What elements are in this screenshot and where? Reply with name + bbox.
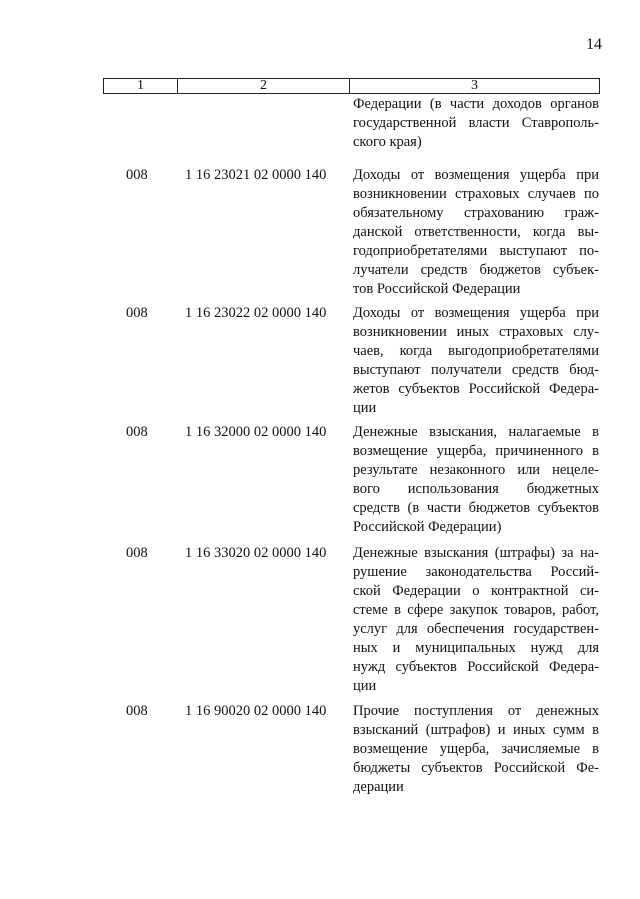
admin-code: 008 xyxy=(126,424,148,440)
desc-line: возникновении иных страховых слу- xyxy=(353,324,599,340)
desc-line: услуг для обеспечения государствен- xyxy=(353,621,599,637)
desc-line: чаев, когда выгодоприобретателями xyxy=(353,343,599,359)
table-header xyxy=(103,78,600,94)
desc-line: возмещение ущерба, причиненного в xyxy=(353,443,599,459)
header-col-2: 2 xyxy=(178,79,350,93)
desc-line: государственной власти Ставрополь- xyxy=(353,115,599,131)
continuation-text xyxy=(353,95,599,152)
desc-line: дерации xyxy=(353,779,404,795)
row-description xyxy=(353,702,599,797)
header-col-1: 1 xyxy=(104,79,178,93)
desc-line: рушение законодательства Россий- xyxy=(353,564,599,580)
desc-line: обязательному страхованию граж- xyxy=(353,205,599,221)
desc-line: тов Российской Федерации xyxy=(353,281,521,297)
desc-line: Доходы от возмещения ущерба при xyxy=(353,167,599,183)
admin-code: 008 xyxy=(126,305,148,321)
desc-line: данской ответственности, когда вы- xyxy=(353,224,599,240)
budget-code: 1 16 23022 02 0000 140 xyxy=(185,305,327,321)
desc-line: выступают получатели средств бюд- xyxy=(353,362,599,378)
desc-line: Доходы от возмещения ущерба при xyxy=(353,305,599,321)
desc-line: жетов субъектов Российской Федера- xyxy=(353,381,599,397)
header-col-3: 3 xyxy=(471,78,478,93)
budget-code: 1 16 90020 02 0000 140 xyxy=(185,703,327,719)
desc-line: Российской Федерации) xyxy=(353,519,502,535)
budget-code: 1 16 23021 02 0000 140 xyxy=(185,167,327,183)
page-number: 14 xyxy=(586,36,602,53)
desc-line: годоприобретателями выступают по- xyxy=(353,243,599,259)
desc-line: Прочие поступления от денежных xyxy=(353,703,599,719)
desc-line: ных и муниципальных нужд для xyxy=(353,640,599,656)
desc-line: вого использования бюджетных xyxy=(353,481,599,497)
desc-line: нужд субъектов Российской Федера- xyxy=(353,659,599,675)
row-description xyxy=(353,544,599,696)
budget-code: 1 16 33020 02 0000 140 xyxy=(185,545,327,561)
desc-line: лучатели средств бюджетов субъек- xyxy=(353,262,599,278)
desc-line: бюджеты субъектов Российской Фе- xyxy=(353,760,599,776)
desc-line: средств (в части бюджетов субъектов xyxy=(353,500,599,516)
desc-line: взысканий (штрафов) и иных сумм в xyxy=(353,722,599,738)
desc-line: ции xyxy=(353,678,377,694)
desc-line: Денежные взыскания, налагаемые в xyxy=(353,424,599,440)
row-description xyxy=(353,166,599,299)
desc-line: ции xyxy=(353,400,377,416)
desc-line: результате незаконного или нецеле- xyxy=(353,462,599,478)
desc-line: возмещение ущерба, зачисляемые в xyxy=(353,741,599,757)
admin-code: 008 xyxy=(126,703,148,719)
row-description xyxy=(353,423,599,537)
admin-code: 008 xyxy=(126,545,148,561)
desc-line: ской Федерации о контрактной си- xyxy=(353,583,599,599)
desc-line: ского края) xyxy=(353,134,422,150)
admin-code: 008 xyxy=(126,167,148,183)
row-description xyxy=(353,304,599,418)
desc-line: стеме в сфере закупок товаров, работ, xyxy=(353,602,599,618)
desc-line: Денежные взыскания (штрафы) за на- xyxy=(353,545,599,561)
desc-line: Федерации (в части доходов органов xyxy=(353,96,599,112)
budget-code: 1 16 32000 02 0000 140 xyxy=(185,424,327,440)
desc-line: возникновении страховых случаев по xyxy=(353,186,599,202)
